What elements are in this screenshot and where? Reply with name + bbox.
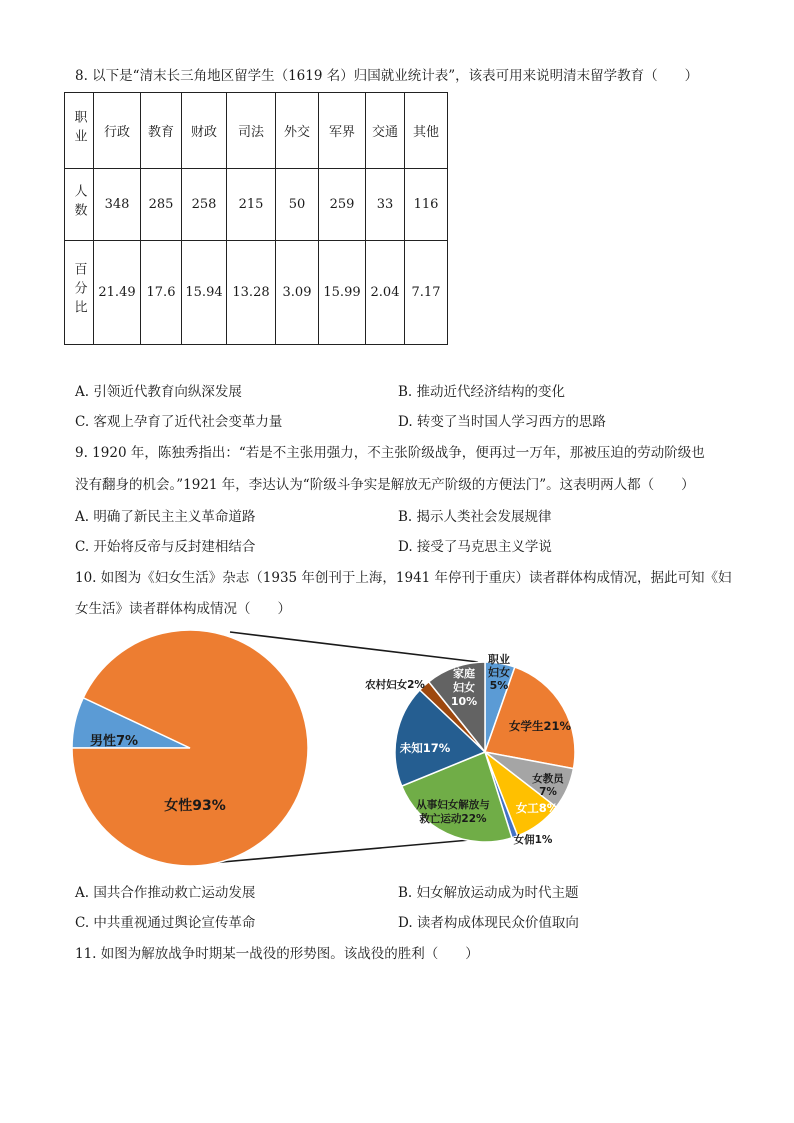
occupation-cell: 司法 bbox=[227, 93, 276, 169]
reader-composition-pie-charts bbox=[60, 630, 590, 875]
occupation-cell: 外交 bbox=[276, 93, 319, 169]
q8-option-a[interactable]: A. 引领近代教育向纵深发展 bbox=[75, 384, 242, 400]
occupation-cell: 军界 bbox=[319, 93, 366, 169]
count-cell: 33 bbox=[366, 169, 405, 241]
percent-cell: 15.94 bbox=[182, 241, 227, 345]
q9-option-c[interactable]: C. 开始将反帝与反封建相结合 bbox=[75, 539, 256, 555]
table-row-percent bbox=[65, 241, 448, 345]
percent-cell: 15.99 bbox=[319, 241, 366, 345]
female-label-0: 职业妇女 5% bbox=[488, 653, 510, 692]
q10-stem-line2: 女生活》读者群体构成情况（ ） bbox=[75, 601, 291, 617]
female-label-2: 女教员 7% bbox=[532, 773, 564, 798]
q10-option-c[interactable]: C. 中共重视通过舆论宣传革命 bbox=[75, 915, 256, 931]
q8-option-b[interactable]: B. 推动近代经济结构的变化 bbox=[398, 384, 566, 400]
table-row-occupation bbox=[65, 93, 448, 169]
q9-stem-line1: 9. 1920 年，陈独秀指出：“若是不主张用强力，不主张阶级战争，便再过一万年，那被压迫的劳动阶级也 bbox=[75, 445, 705, 461]
q9-option-a[interactable]: A. 明确了新民主主义革命道路 bbox=[75, 509, 256, 525]
q10-stem-line1: 10. 如图为《妇女生活》杂志（1935 年创刊于上海，1941 年停刊于重庆）读者群体构成情况，据此可知《妇 bbox=[75, 570, 732, 586]
q9-option-b[interactable]: B. 揭示人类社会发展规律 bbox=[398, 509, 552, 525]
female-label-6: 未知17% bbox=[399, 741, 451, 755]
gender-label-0: 男性7% bbox=[89, 734, 139, 749]
q8-statistics-table bbox=[64, 92, 448, 345]
count-cell: 258 bbox=[182, 169, 227, 241]
q8-stem: 8. 以下是“清末长三角地区留学生（1619 名）归国就业统计表”，该表可用来说明清末留学教育（ ） bbox=[75, 68, 699, 84]
percent-cell: 13.28 bbox=[227, 241, 276, 345]
female-label-7: 农村妇女2% bbox=[365, 679, 425, 691]
count-cell: 348 bbox=[94, 169, 141, 241]
occupation-cell: 行政 bbox=[94, 93, 141, 169]
count-cell: 50 bbox=[276, 169, 319, 241]
gender-label-1: 女性93% bbox=[164, 798, 226, 814]
count-cell: 116 bbox=[405, 169, 448, 241]
row-header-percent: 百分比 bbox=[65, 241, 94, 345]
count-cell: 285 bbox=[141, 169, 182, 241]
female-reader-pie-chart bbox=[365, 652, 575, 846]
percent-cell: 7.17 bbox=[405, 241, 448, 345]
female-label-8: 家庭妇女 10% bbox=[450, 667, 478, 708]
q10-option-a[interactable]: A. 国共合作推动救亡运动发展 bbox=[75, 885, 256, 901]
count-cell: 259 bbox=[319, 169, 366, 241]
gender-pie-chart bbox=[72, 630, 308, 866]
percent-cell: 3.09 bbox=[276, 241, 319, 345]
occupation-cell: 其他 bbox=[405, 93, 448, 169]
percent-cell: 21.49 bbox=[94, 241, 141, 345]
occupation-cell: 教育 bbox=[141, 93, 182, 169]
occupation-cell: 财政 bbox=[182, 93, 227, 169]
row-header-occupation: 职业 bbox=[65, 93, 94, 169]
q8-option-c[interactable]: C. 客观上孕育了近代社会变革力量 bbox=[75, 414, 283, 430]
connector-line-top bbox=[230, 632, 478, 662]
table-row-count bbox=[65, 169, 448, 241]
occupation-cell: 交通 bbox=[366, 93, 405, 169]
count-cell: 215 bbox=[227, 169, 276, 241]
female-label-1: 女学生21% bbox=[508, 719, 572, 733]
q10-option-d[interactable]: D. 读者构成体现民众价值取向 bbox=[398, 915, 579, 931]
female-label-5: 从事妇女解放与救亡运动22% bbox=[416, 799, 490, 825]
percent-cell: 2.04 bbox=[366, 241, 405, 345]
q9-option-d[interactable]: D. 接受了马克思主义学说 bbox=[398, 539, 552, 555]
row-header-count: 人数 bbox=[65, 169, 94, 241]
q9-stem-line2: 没有翻身的机会。”1921 年，李达认为“阶级斗争实是解放无产阶级的方便法门”。这表明两人都（ ） bbox=[75, 477, 695, 493]
q8-option-d[interactable]: D. 转变了当时国人学习西方的思路 bbox=[398, 414, 606, 430]
female-label-4: 女佣1% bbox=[513, 834, 553, 846]
q10-option-b[interactable]: B. 妇女解放运动成为时代主题 bbox=[398, 885, 579, 901]
q11-stem: 11. 如图为解放战争时期某一战役的形势图。该战役的胜利（ ） bbox=[75, 946, 479, 962]
percent-cell: 17.6 bbox=[141, 241, 182, 345]
female-label-3: 女工8% bbox=[515, 801, 559, 815]
